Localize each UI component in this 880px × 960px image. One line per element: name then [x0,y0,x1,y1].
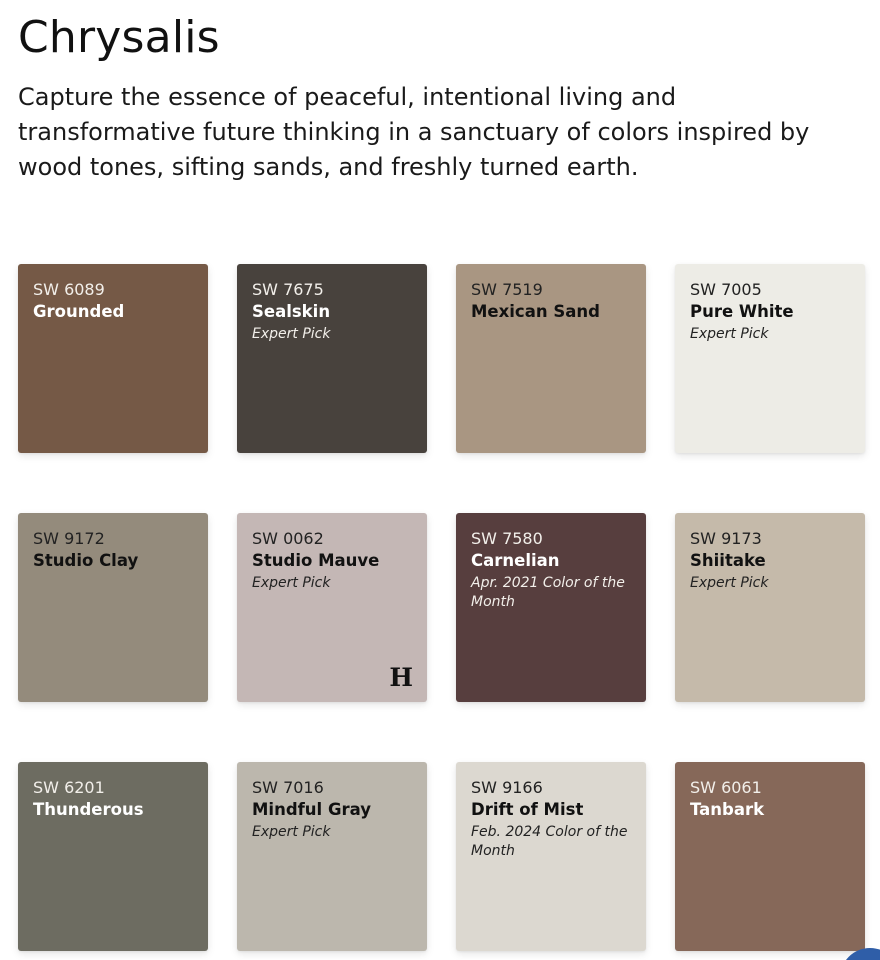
swatch-name: Mindful Gray [252,800,372,819]
swatch-name: Carnelian [471,551,560,570]
swatch-card-thunderous[interactable] [18,762,208,951]
swatch-name: Shiitake [690,551,766,570]
swatch-code: SW 7580 [471,529,543,548]
swatch-card-shiitake[interactable] [675,513,865,702]
swatch-name: Sealskin [252,302,331,321]
palette-header [18,10,848,185]
swatch-note: Expert Pick [252,575,331,591]
swatch-code: SW 6089 [33,280,105,299]
h-badge-icon: H [389,663,413,692]
swatch-card-pure-white[interactable] [675,264,865,453]
swatch-card-sealskin[interactable] [237,264,427,453]
swatch-card-tanbark[interactable] [675,762,865,951]
swatch-note: Apr. 2021 Color of the Month [471,575,625,610]
swatch-name: Thunderous [33,800,144,819]
swatch-note: Expert Pick [252,326,331,342]
swatch-code: SW 9166 [471,778,543,797]
swatch-code: SW 7016 [252,778,324,797]
swatch-code: SW 9173 [690,529,762,548]
swatch-name: Studio Clay [33,551,139,570]
swatch-name: Mexican Sand [471,302,600,321]
swatch-card-drift-of-mist[interactable] [456,762,646,951]
swatch-card-grounded[interactable] [18,264,208,453]
swatch-name: Tanbark [690,800,765,819]
swatch-name: Grounded [33,302,125,321]
swatch-card-studio-mauve[interactable] [237,513,427,702]
swatch-note: Expert Pick [690,575,769,591]
swatch-name: Pure White [690,302,794,321]
swatch-name: Drift of Mist [471,800,584,819]
swatch-code: SW 7005 [690,280,762,299]
swatch-card-mindful-gray[interactable] [237,762,427,951]
swatch-note: Expert Pick [252,824,331,840]
palette-description: Capture the essence of peaceful, intentional living and transformative future thinking in a sanctuary of colors inspired by wood tones, sifting sands, and freshly turned earth. [18,83,810,181]
swatch-card-carnelian[interactable] [456,513,646,702]
swatch-code: SW 6061 [690,778,762,797]
swatch-code: SW 7675 [252,280,324,299]
swatch-note: Feb. 2024 Color of the Month [471,824,628,859]
swatch-note: Expert Pick [690,326,769,342]
swatch-code: SW 0062 [252,529,324,548]
swatch-code: SW 7519 [471,280,543,299]
swatch-name: Studio Mauve [252,551,380,570]
swatch-code: SW 9172 [33,529,105,548]
swatch-grid [18,264,865,951]
swatch-card-mexican-sand[interactable] [456,264,646,453]
swatch-card-studio-clay[interactable] [18,513,208,702]
page-title: Chrysalis [18,12,220,63]
swatch-code: SW 6201 [33,778,105,797]
